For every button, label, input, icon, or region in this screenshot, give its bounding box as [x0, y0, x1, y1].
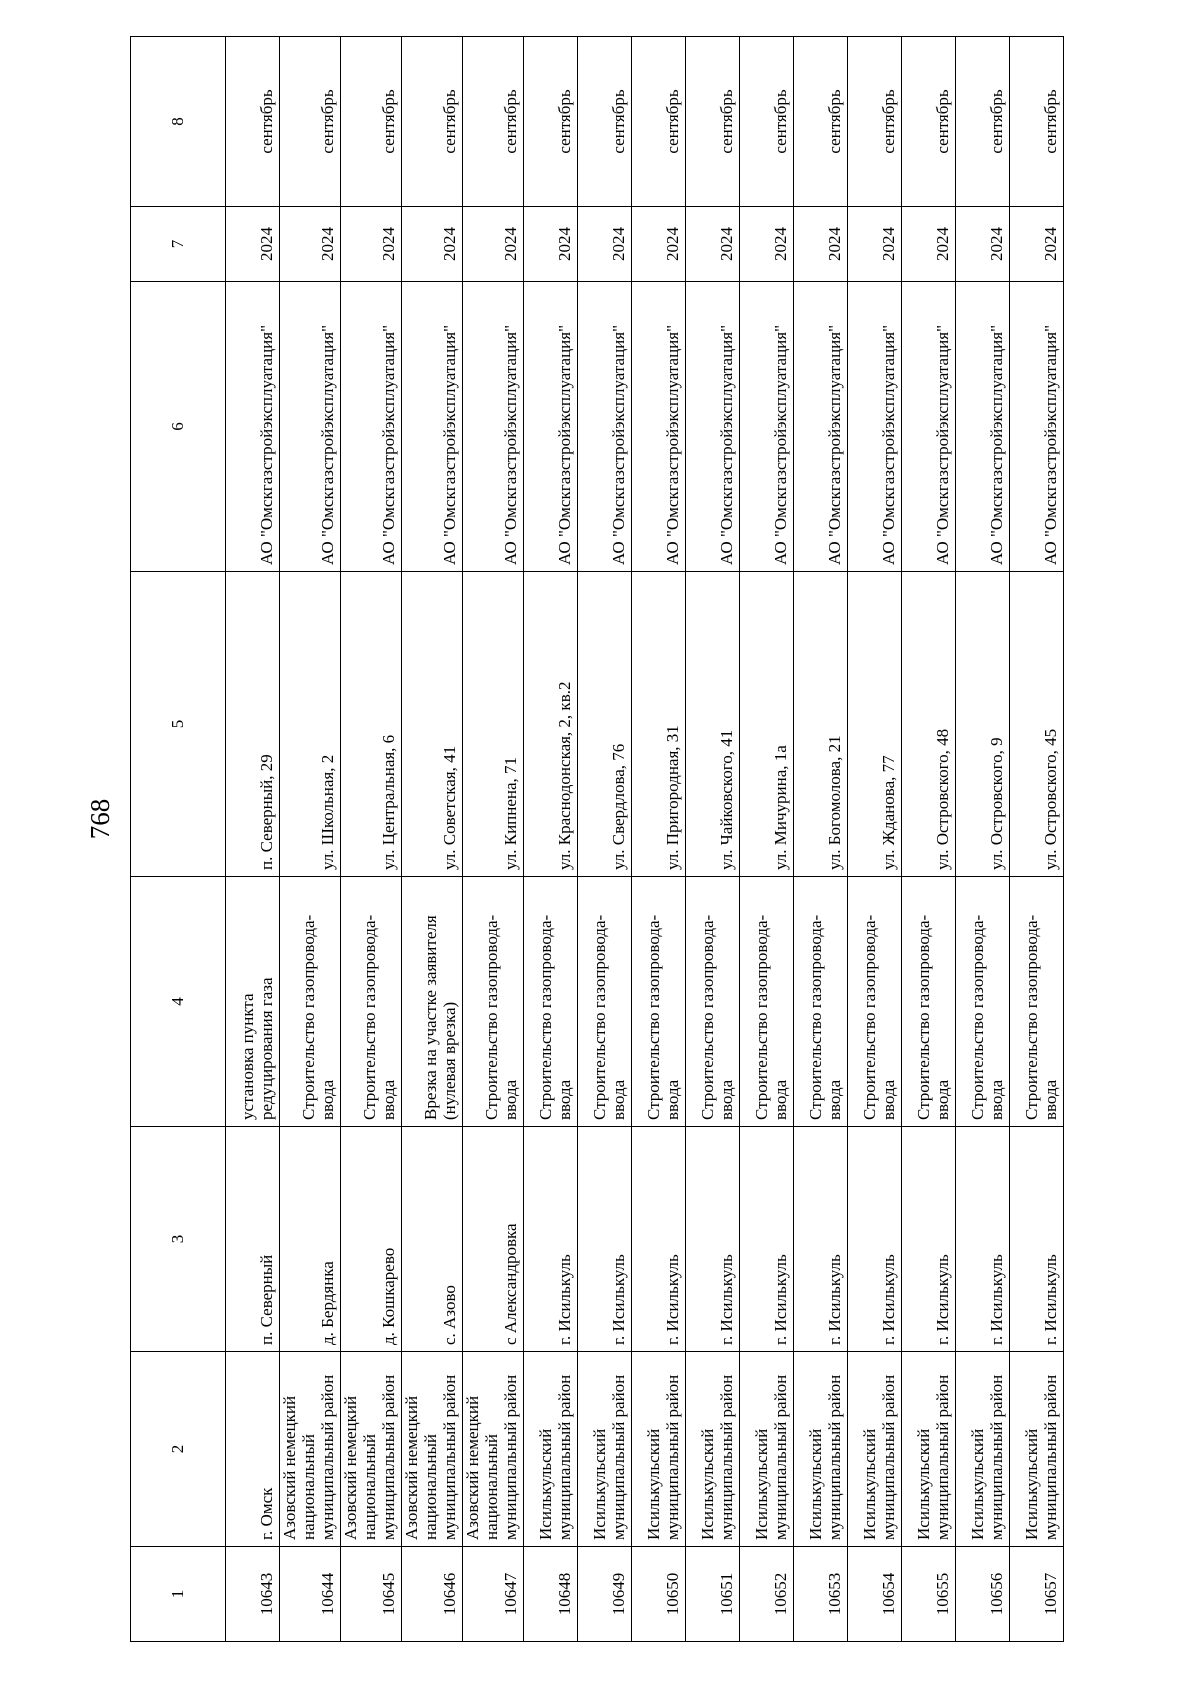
- settlement-cell: г. Исилькуль: [1010, 1127, 1064, 1352]
- work-type-cell: Строительство газопровода-ввода: [524, 877, 578, 1127]
- row-number-cell: 10655: [902, 1547, 956, 1642]
- gas-connection-table: [130, 36, 1064, 1642]
- work-type-cell: Строительство газопровода-ввода: [794, 877, 848, 1127]
- address-cell: ул. Свердлова, 76: [578, 572, 632, 877]
- rotated-table-wrapper: [130, 37, 1075, 1642]
- organization-cell: АО "Омскгазстройэксплуатация": [341, 282, 402, 572]
- district-cell: Исилькульский муниципальный район: [632, 1352, 686, 1547]
- row-number-cell: 10652: [740, 1547, 794, 1642]
- year-cell: 2024: [848, 207, 902, 282]
- month-cell: сентябрь: [1010, 37, 1064, 207]
- district-cell: Исилькульский муниципальный район: [956, 1352, 1010, 1547]
- table-row: [956, 37, 1010, 1642]
- row-number-cell: 10656: [956, 1547, 1010, 1642]
- address-cell: ул. Кипнена, 71: [463, 572, 524, 877]
- settlement-cell: д. Кошкарево: [341, 1127, 402, 1352]
- district-cell: Исилькульский муниципальный район: [794, 1352, 848, 1547]
- row-number-cell: 10643: [226, 1547, 280, 1642]
- organization-cell: АО "Омскгазстройэксплуатация": [686, 282, 740, 572]
- month-cell: сентябрь: [280, 37, 341, 207]
- table-row: [402, 37, 463, 1642]
- address-cell: ул. Островского, 45: [1010, 572, 1064, 877]
- month-cell: сентябрь: [632, 37, 686, 207]
- district-cell: Исилькульский муниципальный район: [1010, 1352, 1064, 1547]
- header-cell-5: 5: [131, 572, 226, 877]
- month-cell: сентябрь: [740, 37, 794, 207]
- settlement-cell: с. Азово: [402, 1127, 463, 1352]
- year-cell: 2024: [402, 207, 463, 282]
- year-cell: 2024: [794, 207, 848, 282]
- month-cell: сентябрь: [686, 37, 740, 207]
- district-cell: Исилькульский муниципальный район: [740, 1352, 794, 1547]
- organization-cell: АО "Омскгазстройэксплуатация": [463, 282, 524, 572]
- month-cell: сентябрь: [341, 37, 402, 207]
- organization-cell: АО "Омскгазстройэксплуатация": [578, 282, 632, 572]
- organization-cell: АО "Омскгазстройэксплуатация": [402, 282, 463, 572]
- district-cell: Исилькульский муниципальный район: [524, 1352, 578, 1547]
- header-cell-6: 6: [131, 282, 226, 572]
- district-cell: Азовский немецкий национальный муниципальный район: [463, 1352, 524, 1547]
- organization-cell: АО "Омскгазстройэксплуатация": [848, 282, 902, 572]
- table-row: [1010, 37, 1064, 1642]
- year-cell: 2024: [226, 207, 280, 282]
- work-type-cell: установка пункта редуцирования газа: [226, 877, 280, 1127]
- year-cell: 2024: [686, 207, 740, 282]
- work-type-cell: Строительство газопровода-ввода: [341, 877, 402, 1127]
- organization-cell: АО "Омскгазстройэксплуатация": [226, 282, 280, 572]
- header-cell-2: 2: [131, 1352, 226, 1547]
- organization-cell: АО "Омскгазстройэксплуатация": [794, 282, 848, 572]
- district-cell: Азовский немецкий национальный муниципальный район: [402, 1352, 463, 1547]
- row-number-cell: 10648: [524, 1547, 578, 1642]
- address-cell: ул. Жданова, 77: [848, 572, 902, 877]
- year-cell: 2024: [463, 207, 524, 282]
- table-row: [686, 37, 740, 1642]
- settlement-cell: г. Исилькуль: [794, 1127, 848, 1352]
- work-type-cell: Строительство газопровода-ввода: [848, 877, 902, 1127]
- organization-cell: АО "Омскгазстройэксплуатация": [280, 282, 341, 572]
- year-cell: 2024: [1010, 207, 1064, 282]
- month-cell: сентябрь: [578, 37, 632, 207]
- work-type-cell: Строительство газопровода-ввода: [902, 877, 956, 1127]
- table-row: [794, 37, 848, 1642]
- work-type-cell: Строительство газопровода-ввода: [686, 877, 740, 1127]
- organization-cell: АО "Омскгазстройэксплуатация": [956, 282, 1010, 572]
- address-cell: ул. Богомолова, 21: [794, 572, 848, 877]
- address-cell: ул. Школьная, 2: [280, 572, 341, 877]
- year-cell: 2024: [956, 207, 1010, 282]
- settlement-cell: г. Исилькуль: [848, 1127, 902, 1352]
- address-cell: ул. Советская, 41: [402, 572, 463, 877]
- work-type-cell: Строительство газопровода-ввода: [740, 877, 794, 1127]
- work-type-cell: Строительство газопровода-ввода: [578, 877, 632, 1127]
- address-cell: п. Северный, 29: [226, 572, 280, 877]
- district-cell: Исилькульский муниципальный район: [578, 1352, 632, 1547]
- address-cell: ул. Чайковского, 41: [686, 572, 740, 877]
- table-row: [524, 37, 578, 1642]
- address-cell: ул. Островского, 48: [902, 572, 956, 877]
- district-cell: Исилькульский муниципальный район: [686, 1352, 740, 1547]
- table-row: [902, 37, 956, 1642]
- table-row: [578, 37, 632, 1642]
- organization-cell: АО "Омскгазстройэксплуатация": [524, 282, 578, 572]
- work-type-cell: Строительство газопровода-ввода: [1010, 877, 1064, 1127]
- address-cell: ул. Островского, 9: [956, 572, 1010, 877]
- settlement-cell: д. Бердянка: [280, 1127, 341, 1352]
- year-cell: 2024: [341, 207, 402, 282]
- work-type-cell: Врезка на участке заявителя (нулевая врезка): [402, 877, 463, 1127]
- page-number: 768: [85, 798, 115, 840]
- settlement-cell: г. Исилькуль: [740, 1127, 794, 1352]
- district-cell: Исилькульский муниципальный район: [848, 1352, 902, 1547]
- table-row: [848, 37, 902, 1642]
- table-body: [226, 37, 1064, 1642]
- district-cell: Исилькульский муниципальный район: [902, 1352, 956, 1547]
- settlement-cell: п. Северный: [226, 1127, 280, 1352]
- month-cell: сентябрь: [902, 37, 956, 207]
- table-row: [632, 37, 686, 1642]
- header-row: [131, 37, 226, 1642]
- district-cell: Азовский немецкий национальный муниципальный район: [341, 1352, 402, 1547]
- settlement-cell: с Александровка: [463, 1127, 524, 1352]
- settlement-cell: г. Исилькуль: [524, 1127, 578, 1352]
- year-cell: 2024: [280, 207, 341, 282]
- header-cell-1: 1: [131, 1547, 226, 1642]
- address-cell: ул. Краснодонская, 2, кв.2: [524, 572, 578, 877]
- settlement-cell: г. Исилькуль: [578, 1127, 632, 1352]
- address-cell: ул. Мичурина, 1а: [740, 572, 794, 877]
- month-cell: сентябрь: [402, 37, 463, 207]
- header-cell-7: 7: [131, 207, 226, 282]
- district-cell: Азовский немецкий национальный муниципальный район: [280, 1352, 341, 1547]
- work-type-cell: Строительство газопровода-ввода: [956, 877, 1010, 1127]
- work-type-cell: Строительство газопровода-ввода: [280, 877, 341, 1127]
- settlement-cell: г. Исилькуль: [632, 1127, 686, 1352]
- table-row: [463, 37, 524, 1642]
- organization-cell: АО "Омскгазстройэксплуатация": [1010, 282, 1064, 572]
- year-cell: 2024: [632, 207, 686, 282]
- organization-cell: АО "Омскгазстройэксплуатация": [740, 282, 794, 572]
- settlement-cell: г. Исилькуль: [956, 1127, 1010, 1352]
- table-row: [280, 37, 341, 1642]
- month-cell: сентябрь: [226, 37, 280, 207]
- month-cell: сентябрь: [794, 37, 848, 207]
- settlement-cell: г. Исилькуль: [686, 1127, 740, 1352]
- row-number-cell: 10651: [686, 1547, 740, 1642]
- row-number-cell: 10644: [280, 1547, 341, 1642]
- header-cell-3: 3: [131, 1127, 226, 1352]
- settlement-cell: г. Исилькуль: [902, 1127, 956, 1352]
- district-cell: г. Омск: [226, 1352, 280, 1547]
- month-cell: сентябрь: [524, 37, 578, 207]
- table-row: [740, 37, 794, 1642]
- month-cell: сентябрь: [848, 37, 902, 207]
- table-row: [341, 37, 402, 1642]
- work-type-cell: Строительство газопровода-ввода: [632, 877, 686, 1127]
- month-cell: сентябрь: [956, 37, 1010, 207]
- month-cell: сентябрь: [463, 37, 524, 207]
- row-number-cell: 10654: [848, 1547, 902, 1642]
- year-cell: 2024: [740, 207, 794, 282]
- row-number-cell: 10649: [578, 1547, 632, 1642]
- organization-cell: АО "Омскгазстройэксплуатация": [632, 282, 686, 572]
- row-number-cell: 10650: [632, 1547, 686, 1642]
- row-number-cell: 10653: [794, 1547, 848, 1642]
- row-number-cell: 10657: [1010, 1547, 1064, 1642]
- table-row: [226, 37, 280, 1642]
- row-number-cell: 10647: [463, 1547, 524, 1642]
- row-number-cell: 10646: [402, 1547, 463, 1642]
- year-cell: 2024: [524, 207, 578, 282]
- header-cell-4: 4: [131, 877, 226, 1127]
- address-cell: ул. Пригородная, 31: [632, 572, 686, 877]
- year-cell: 2024: [902, 207, 956, 282]
- row-number-cell: 10645: [341, 1547, 402, 1642]
- address-cell: ул. Центральная, 6: [341, 572, 402, 877]
- organization-cell: АО "Омскгазстройэксплуатация": [902, 282, 956, 572]
- year-cell: 2024: [578, 207, 632, 282]
- header-cell-8: 8: [131, 37, 226, 207]
- work-type-cell: Строительство газопровода-ввода: [463, 877, 524, 1127]
